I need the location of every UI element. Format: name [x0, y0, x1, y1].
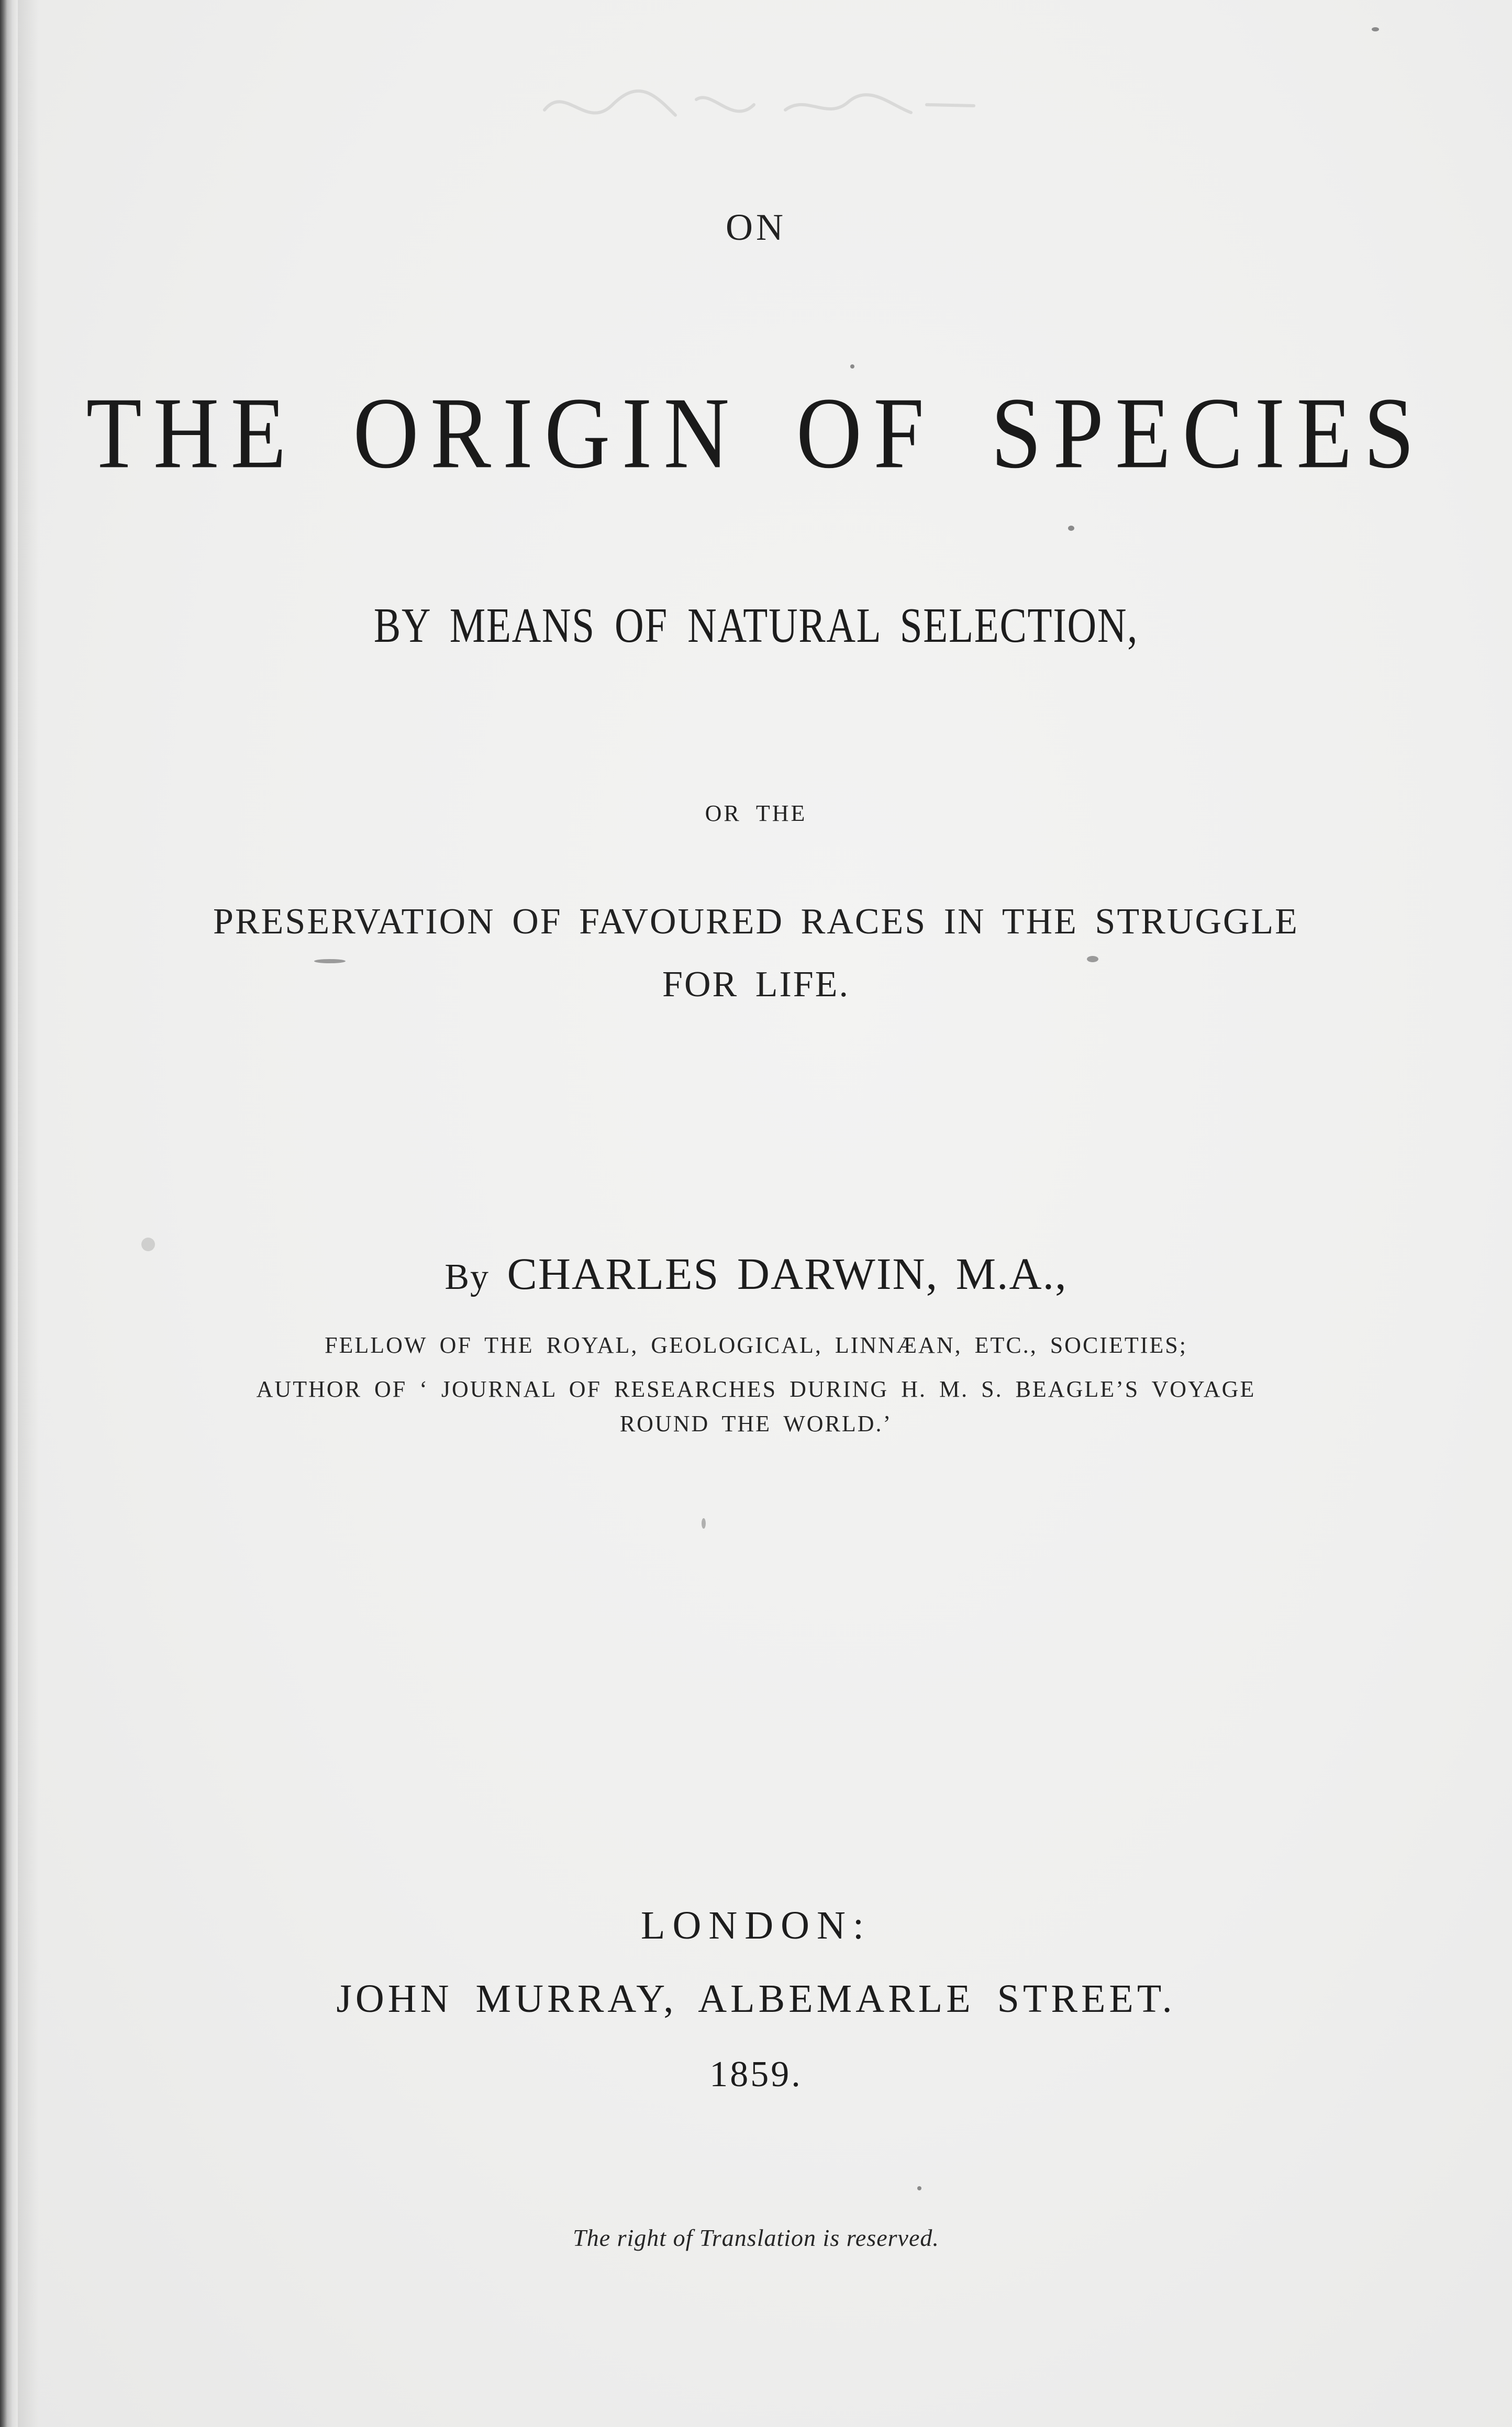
author-credentials-line-2: AUTHOR OF ‘ JOURNAL OF RESEARCHES DURING H. M. S. BEAGLE’S VOYAGE	[256, 1376, 1256, 1402]
author-line	[0, 1249, 1512, 1299]
title-prefix: ON	[726, 206, 786, 248]
paper-speck	[1087, 956, 1098, 962]
paper-speck	[850, 364, 854, 369]
author-name: CHARLES DARWIN, M.A.,	[507, 1249, 1068, 1299]
publication-year: 1859.	[709, 2054, 803, 2095]
paper-speck	[1372, 27, 1379, 31]
publication-place: LONDON:	[641, 1903, 871, 1947]
paper-speck	[314, 959, 346, 963]
book-subtitle: BY MEANS OF NATURAL SELECTION,	[373, 598, 1139, 653]
publisher: JOHN MURRAY, ALBEMARLE STREET.	[336, 1977, 1176, 2021]
alternative-title-line-1: PRESERVATION OF FAVOURED RACES IN THE STRUGGLE	[213, 901, 1299, 942]
rights-notice: The right of Translation is reserved.	[573, 2224, 939, 2251]
alternative-title-line-2: FOR LIFE.	[662, 964, 850, 1005]
paper-speck	[917, 2186, 921, 2190]
paper-speck	[1068, 526, 1074, 531]
or-the-connector: OR THE	[705, 800, 807, 826]
author-credentials-line-1: FELLOW OF THE ROYAL, GEOLOGICAL, LINNÆAN, ETC., SOCIETIES;	[325, 1332, 1187, 1358]
author-credentials-line-3: ROUND THE WORLD.’	[619, 1411, 893, 1437]
author-by: By	[444, 1257, 490, 1297]
paper-speck	[702, 1518, 706, 1529]
faint-signature-mark	[524, 73, 995, 147]
paper-speck	[141, 1238, 155, 1251]
book-title: THE ORIGIN OF SPECIES	[86, 376, 1426, 489]
